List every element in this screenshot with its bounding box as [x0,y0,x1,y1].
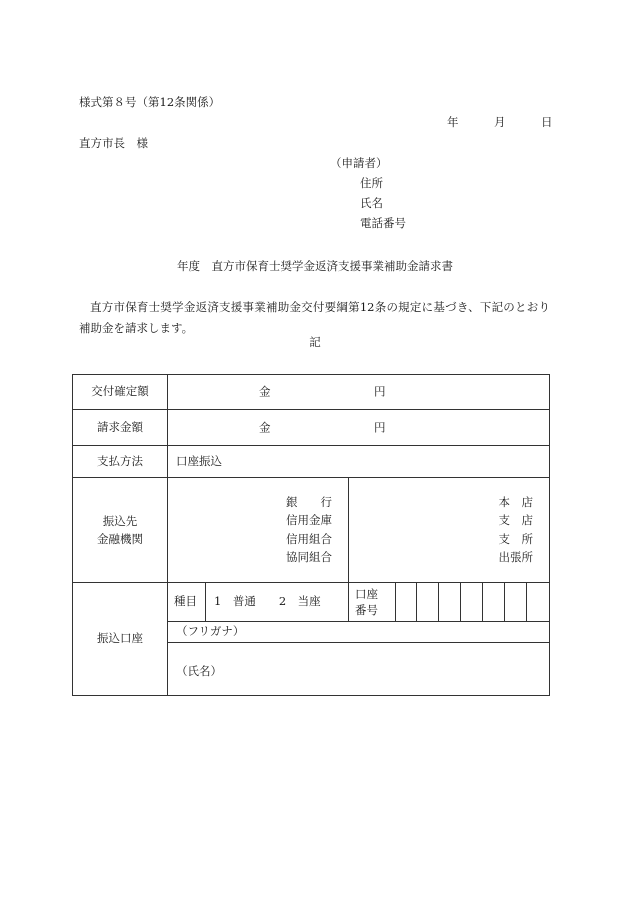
account-number-label-line2: 番号 [355,603,378,617]
requested-amount-field[interactable] [168,410,550,446]
furigana-field[interactable] [168,622,550,643]
account-digit-box[interactable] [527,583,550,622]
institution-type-bank: 銀 行 [286,494,332,509]
account-digit-box[interactable] [417,583,439,622]
account-digit-box[interactable] [505,583,527,622]
account-type-options: 1 普通 2 当座 [214,594,321,609]
branch-type-head: 本 店 [498,494,534,509]
payment-method-row [73,446,550,478]
branch-type-branch: 支 店 [498,513,534,527]
form-number: 様式第８号（第12条関係） [79,95,221,109]
account-label: 振込口座 [73,583,168,696]
account-type-cell[interactable] [168,583,349,622]
requested-amount-row [73,410,550,446]
account-number-label-line1: 口座 [355,587,378,601]
confirmed-kin: 金 [259,384,271,399]
confirmed-en: 円 [374,384,386,399]
addressee: 直方市長 様 [79,136,148,150]
institution-type-cell[interactable] [168,478,349,583]
account-digit-box[interactable] [483,583,505,622]
date-year: 年 [447,115,459,129]
account-digit-box[interactable] [461,583,483,622]
requested-kin: 金 [259,419,271,434]
branch-type-cell[interactable] [349,478,550,583]
date-day: 日 [541,115,553,129]
branch-type-outpost: 出張所 [498,550,534,564]
account-digit-box[interactable] [439,583,461,622]
branch-type-office: 支 所 [498,531,534,546]
institution-type-shinkin: 信用金庫 [286,513,332,527]
applicant-address-label: 住所 [360,176,383,190]
requested-amount-label: 請求金額 [73,410,168,446]
institution-row [73,478,550,583]
applicant-name-label: 氏名 [360,196,383,210]
date-month: 月 [494,115,506,129]
payment-method-label: 支払方法 [73,446,168,478]
confirmed-amount-field[interactable] [168,375,550,410]
account-type-row [73,583,550,622]
applicant-label: （申請者） [330,156,388,170]
confirmed-amount-row [73,375,550,410]
institution-label-line1: 振込先 [102,514,138,528]
institution-type-credit-union: 信用組合 [286,531,332,546]
account-type-label: 種目 [168,583,206,621]
request-statement: 直方市保育士奨学金返済支援事業補助金交付要綱第12条の規定に基づき、下記のとおり補助金を請求します。 [79,300,550,335]
institution-label [73,478,168,583]
account-number-label [349,583,396,622]
request-form-table [72,374,550,696]
requested-en: 円 [374,419,386,434]
holder-name-label: （氏名） [176,664,222,679]
institution-type-cooperative: 協同組合 [286,550,332,564]
institution-label-line2: 金融機関 [97,532,143,546]
account-digit-box[interactable] [396,583,417,622]
holder-name-field[interactable] [168,643,550,696]
confirmed-amount-label: 交付確定額 [73,375,168,410]
furigana-label: （フリガナ） [176,624,245,639]
payment-method-value: 口座振込 [168,446,550,478]
applicant-phone-label: 電話番号 [360,216,406,230]
ki-mark: 記 [309,335,321,349]
document-title: 年度 直方市保育士奨学金返済支援事業補助金請求書 [177,259,453,273]
